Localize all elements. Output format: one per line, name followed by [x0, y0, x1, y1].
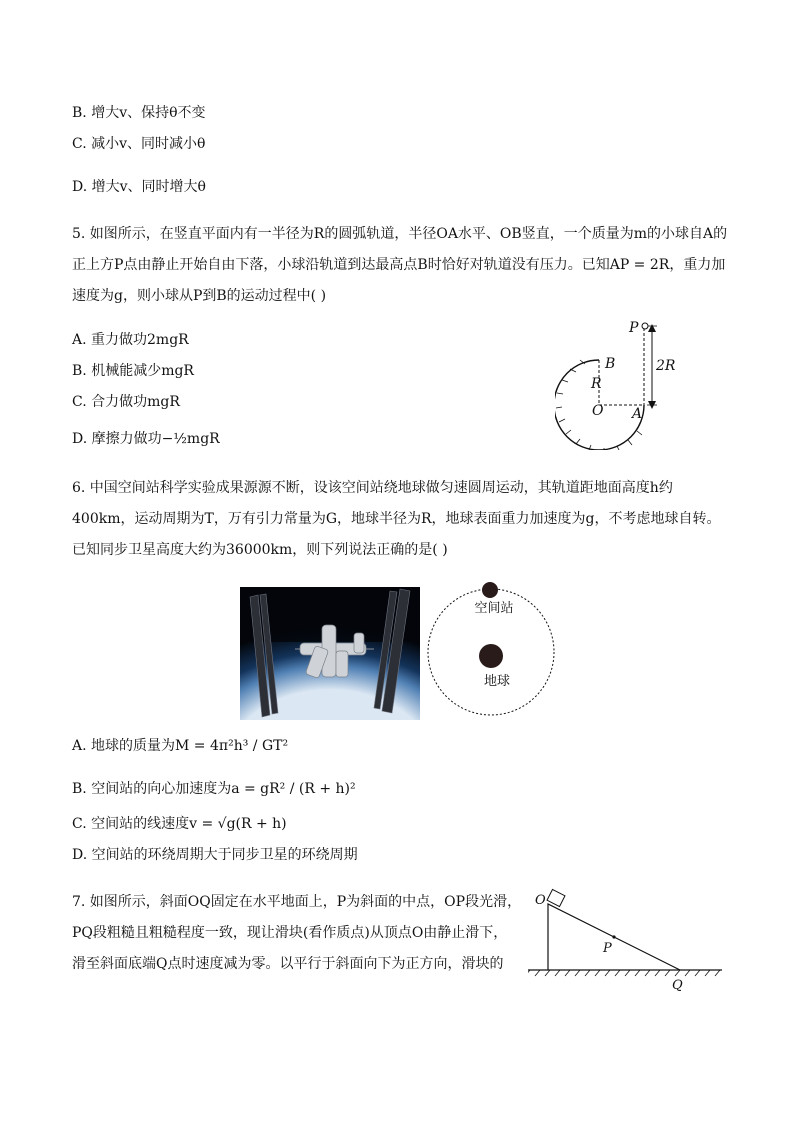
q5-stem-line-3: 速度为g，则小球从P到B的运动过程中( )	[72, 288, 327, 304]
q5-option-a: A. 重力做功2mgR	[72, 332, 189, 348]
slider-block	[547, 889, 565, 906]
q5-track-diagram	[555, 316, 675, 450]
label-r: R	[591, 376, 602, 392]
point-p	[612, 935, 615, 938]
q5-option-b: B. 机械能减少mgR	[72, 363, 194, 379]
ground-hatching	[528, 970, 720, 976]
q6-stem-line-3: 已知同步卫星高度大约为36000km，则下列说法正确的是( )	[72, 542, 448, 558]
q6-stem-line-1: 6. 中国空间站科学实验成果源源不断，设该空间站绕地球做匀速圆周运动，其轨道距地面高度h约	[72, 480, 673, 496]
label-q: Q	[672, 978, 683, 993]
label-2r: 2R	[656, 358, 675, 374]
q6-option-b: B. 空间站的向心加速度为a = gR² / (R + h)²	[72, 781, 356, 797]
label-a: A	[632, 406, 643, 422]
q7-stem-line-1: 7. 如图所示，斜面OQ固定在水平地面上，P为斜面的中点，OP段光滑，	[72, 894, 522, 910]
label-earth: 地球	[483, 674, 511, 689]
q5-option-d: D. 摩擦力做功−½mgR	[72, 431, 220, 447]
label-space-station: 空间站	[474, 601, 514, 616]
label-p: P	[603, 941, 612, 956]
q6-option-c: C. 空间站的线速度v = √g(R + h)	[72, 816, 287, 832]
label-b: B	[605, 356, 616, 372]
label-o: O	[535, 893, 546, 908]
space-station-photo	[240, 587, 420, 720]
q7-stem-line-3: 滑至斜面底端Q点时速度减为零。以平行于斜面向下为正方向，滑块的	[72, 956, 504, 972]
q5-option-c: C. 合力做功mgR	[72, 394, 180, 410]
q7-stem-line-2: PQ段粗糙且粗糙程度一致，现让滑块(看作质点)从顶点O由静止滑下，	[72, 925, 508, 941]
q5-stem-line-2: 正上方P点由静止开始自由下落，小球沿轨道到达最高点B时恰好对轨道没有压力。已知AP = 2R，重力加	[72, 257, 726, 273]
earth-dot	[479, 644, 503, 668]
orbit-diagram	[425, 578, 559, 720]
label-p: P	[629, 320, 639, 336]
q5-stem-line-1: 5. 如图所示，在竖直平面内有一半径为R的圆弧轨道，半径OA水平、OB竖直，一个质量为m的小球自A的	[72, 226, 728, 242]
ball	[642, 323, 648, 329]
incline-diagram	[528, 888, 722, 994]
q6-stem-line-2: 400km，运动周期为T，万有引力常量为G，地球半径为R，地球表面重力加速度为g，不考虑地球自转。	[72, 511, 721, 527]
q6-option-d: D. 空间站的环绕周期大于同步卫星的环绕周期	[72, 847, 358, 863]
q4-option-c: C. 减小v、同时减小θ	[72, 136, 206, 152]
q4-option-d: D. 增大v、同时增大θ	[72, 179, 206, 195]
q6-option-a: A. 地球的质量为M = 4π²h³ / GT²	[72, 738, 289, 754]
space-station-dot	[482, 582, 498, 598]
label-o: O	[592, 403, 604, 419]
q4-option-b: B. 增大v、保持θ不变	[72, 105, 206, 121]
